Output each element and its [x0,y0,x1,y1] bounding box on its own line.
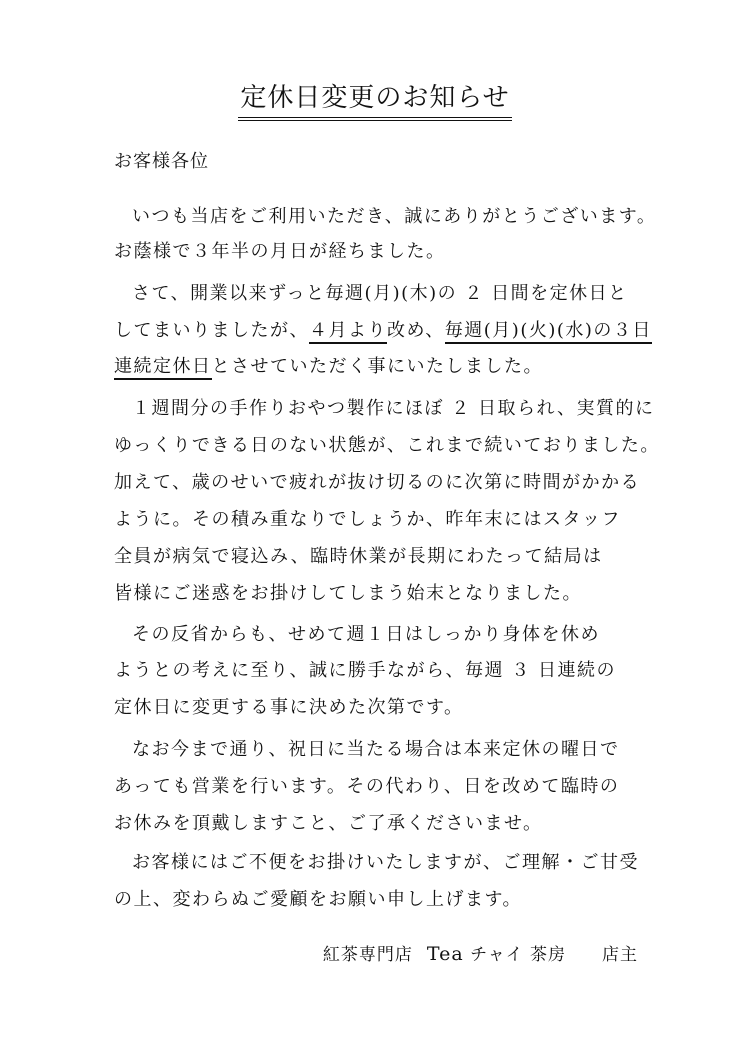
body-line: 加えて、歳のせいで疲れが抜け切るのに次第に時間がかかる [114,472,641,493]
underlined-schedule: 毎週(月)(火)(水)の３日 [445,320,652,344]
body-line: ようとの考えに至り、誠に勝手ながら、毎週 ３ 日連続の [114,660,616,681]
body-line: お休みを頂戴しますこと、ご了承くださいませ。 [114,813,543,834]
signature-name-latin: Tea [426,943,464,965]
body-line: 皆様にご迷惑をお掛けしてしまう始末となりました。 [114,583,582,604]
signature-name-kana: チャイ 茶房 [470,945,566,965]
signature [323,940,638,969]
body-line [114,353,644,381]
notice-title-text: 定休日変更のお知らせ [238,80,511,121]
body-line: お蔭様で３年半の月日が経ちました。 [114,241,446,262]
body-line: いつも当店をご利用いただき、誠にありがとうございます。 [132,206,657,227]
notice-title [0,80,750,121]
body-text: してまいりましたが、 [114,320,309,341]
body-line: あっても営業を行います。その代わり、日を改めて臨時の [114,776,620,797]
body-line: １週間分の手作りおやつ製作にほぼ ２ 日取られ、実質的に [132,398,655,419]
body-text: 改め、 [387,320,445,341]
body-line: 全員が病気で寝込み、臨時休業が長期にわたって結局は [114,546,603,567]
body-line: その反省からも、せめて週１日はしっかり身体を休め [132,624,600,645]
underlined-date: ４月より [309,320,387,344]
body-text: とさせていただく事にいたしました。 [211,356,543,377]
body-line: お客様にはご不便をお掛けいたしますが、ご理解・ご甘受 [132,852,639,873]
signature-shop-type: 紅茶専門店 [322,945,413,965]
signature-role: 店主 [602,945,638,965]
body-line [114,317,652,345]
underlined-closing-days: 連続定休日 [114,356,212,380]
body-line: さて、開業以来ずっと毎週(月)(木)の ２ 日間を定休日と [132,283,628,304]
body-line: なお今まで通り、祝日に当たる場合は本来定休の曜日で [132,739,620,760]
body-line: ように。その積み重なりでしょうか、昨年末にはスタッフ [114,509,621,530]
body-line: の上、変わらぬご愛顧をお願い申し上げます。 [114,889,523,910]
salutation: お客様各位 [114,151,209,172]
body-line: 定休日に変更する事に決めた次第です。 [114,697,464,718]
body-line: ゆっくりできる日のない状態が、これまで続いておりました。 [114,435,660,456]
